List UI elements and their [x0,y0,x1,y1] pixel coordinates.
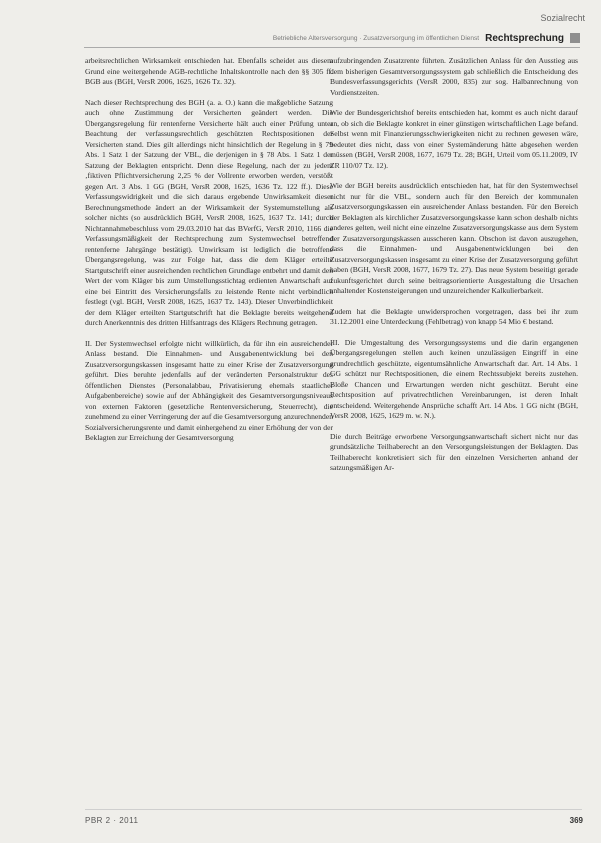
header-title: Rechtsprechung [485,32,564,44]
paragraph: III. Die Umgestaltung des Versorgungssystems und die darin ergangenen Übergangsregelungen stellen auch keinen unzulässigen Eingriff in eine grundrechtlich geschützte, eigentumsähnliche Anwartschaft dar. Art. 14 Abs. 1 GG schützt nur Rechtspositionen, die einem Rechtssubjekt bereits zustehen. Bloße Chancen und Erwartungen werden nicht geschützt. Beruht eine Rechtsposition auf privatrechtlichen Vereinbarungen, ist deren Inhalt entscheidend. Weitergehende Ansprüche schafft Art. 14 Abs. 1 GG nicht (BGH, VersR 2008, 1625, 1629 m. w. N.). [330,337,578,420]
paragraph: Wie der BGH bereits ausdrücklich entschieden hat, hat für den Systemwechsel nicht nur für die VBL, sondern auch für den Bereich der kommunalen Zusatzversorgungskassen ein ausreichender Anlass bestanden. Für den Bereich der Beklagten als kirchlicher Zusatzversorgungskasse kann schon deshalb nichts anderes gelten, weil nicht eine einzelne Zusatzversorgungskasse aus dem System der Zusatzversorgungskassen ausscheren kann. Obschon ist davon auszugehen, dass die Einnahmen- und Ausgabenentwicklungen bei den Zusatzversorgungskassen insgesamt zu einer Krise der Zusatzversorgung geführt haben (BGH, VersR 2008, 1677, 1679 Tz. 27). Das neue System beseitigt gerade zukunftsgerichtet durch seine beitragsorientierte Ausgestaltung die Ursachen anhaltender Kostensteigerungen und unzureichender Kalkulierbarkeit. [330,181,578,295]
paragraph: Zudem hat die Beklagte unwidersprochen vorgetragen, dass bei ihr zum 31.12.2001 eine Unterdeckung (Fehlbetrag) von knapp 54 Mio € bestand. [330,306,578,326]
left-text-column [85,56,333,811]
section-label: Sozialrecht [540,13,585,23]
page-number: 369 [569,816,583,825]
footer-divider [85,809,582,810]
right-text-column [330,56,578,811]
header-subtitle: Betriebliche Altersversorgung · Zusatzversorgung im öffentlichen Dienst [272,34,480,42]
journal-issue: PBR 2 · 2011 [85,816,139,825]
paragraph: Nach dieser Rechtsprechung des BGH (a. a. O.) kann die maßgebliche Satzung auch ohne Zustimmung der Versicherten geändert werden. Die Übergangsregelung für rentenferne Versicherte hält auch einer Prüfung unter Beachtung der verfassungsrechtlich geschützten Rechtspositionen der Versicherten stand. Dies gilt allerdings nicht hinsichtlich der Regelung in § 79 Abs. 1 Satz 1 der Satzung der VBL, die derjenigen in § 78 Abs. 1 Satz 1 der Satzung der Beklagten entspricht. Denn diese Regelung, nach der zu jedem ‚fiktiven Pflichtversicherung 2,25 % der Vollrente erworben werden, verstößt gegen Art. 3 Abs. 1 GG (BGH, VersR 2008, 1625, 1636 Tz. 122 ff.). Diese Verfassungswidrigkeit und die sich daraus ergebende Unwirksamkeit dieser Berechnungsmethode ändert an der Wirksamkeit der Systemumstellung als solcher nichts (so ausdrücklich BGH, VersR 2008, 1625, 1637 Tz. 141; durch Nichtannahmebeschluss vom 29.03.2010 hat das BVerfG, VersR 2010, 1166 die Verfassungsmäßigkeit der Rechtsprechung zum Systemwechsel betreffend rentenferne Jahrgänge bestätigt). Unwirksam ist lediglich die betroffene Übergangsregelung, was zur Folge hat, dass die dem Kläger erteilte Startgutschrift einer ausreichenden rechtlichen Grundlage entbehrt und damit den Wert der vom Kläger bis zum Umstellungsstichtag erdienten Anwartschaft auf eine bei Eintritt des Versicherungsfalls zu leistende Rente nicht verbindlich festlegt (vgl. BGH, VersR 2008, 1625, 1637 Tz. 143). Dieser Unverbindlichkeit der dem Kläger erteilten Startgutschrift hat die Beklagte bereits weitgehend durch Anerkenntnis des dritten Hilfsantrags des Klägers Rechnung getragen. [85,97,333,327]
paragraph: Wie der Bundesgerichtshof bereits entschieden hat, kommt es auch nicht darauf an, ob sich die Beklagte konkret in einer günstigen wirtschaftlichen Lage befand. Selbst wenn mit Finanzierungsschwierigkeiten nicht zu rechnen gewesen wäre, bedeutet dies nicht, dass von einer Systemänderung hätte abgesehen werden müssen (BGH, VersR 2008, 1677, 1679 Tz. 28; BGH, Urteil vom 05.11.2009, IV ZR 110/07 Tz. 12). [330,108,578,170]
paragraph: II. Der Systemwechsel erfolgte nicht willkürlich, da für ihn ein ausreichender Anlass bestand. Die Einnahmen- und Ausgabenentwicklung bei den Zusatzversorgungskassen insgesamt hatte zu einer Krise der Zusatzversorgung geführt. Dies beruhte jedenfalls auf der veränderten Personalstruktur des öffentlichen Dienstes (Personalabbau, Privatisierung ehemals staatlicher Aufgabenbereiche) sowie auf der Abhängigkeit des Gesamtversorgungsniveaus von externen Faktoren (gesetzliche Rentenversicherung, Steuerrecht), die zunehmend zu einer Verringerung der auf die Gesamtversorgung anzurechnenden Sozialversicherungsrente und damit einhergehend zu einer Erhöhung der von der Beklagten zur Erreichung der Gesamtversorgung [85,338,333,442]
header-square-mark [570,33,580,43]
paragraph: arbeitsrechtlichen Wirksamkeit entschieden hat. Ebenfalls scheidet aus diesem Grund eine weitergehende AGB-rechtliche Inhaltskontrolle nach den §§ 305 ff. BGB aus (BGH, VersR 2006, 1625, 1626 Tz. 32). [85,56,333,86]
paragraph: Die durch Beiträge erworbene Versorgungsanwartschaft sichert nicht nur das grundsätzliche Teilhaberecht an den Versorgungsleistungen der Beklagten. Das Teilhaberecht konkretisiert sich für den einzelnen Versicherten anhand der satzungsmäßigen Ar- [330,431,578,472]
paragraph: aufzubringenden Zusatzrente führten. Zusätzlichen Anlass für den Ausstieg aus dem bisherigen Gesamtversorgungssystem gab schließlich die Entscheidung des Bundesverfassungsgerichts (VersR 2000, 835) zur sog. Halbanrechnung von Vordienstzeiten. [330,56,578,97]
running-header [84,29,580,48]
